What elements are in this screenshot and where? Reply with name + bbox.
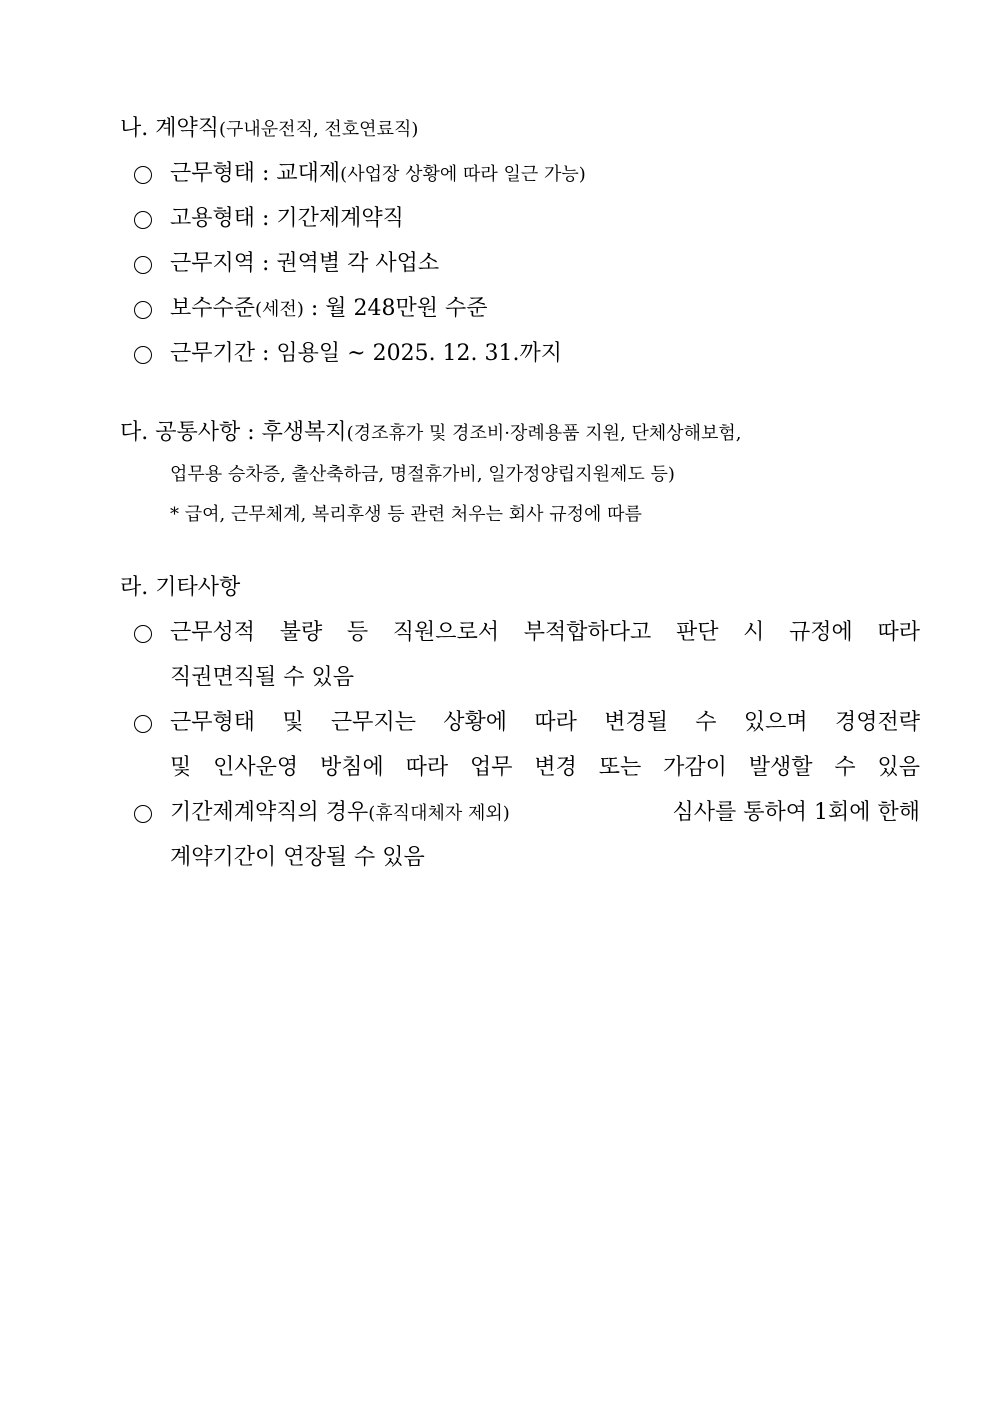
bullet-circle-icon [134,805,152,823]
list-item: 기간제계약직의 경우(휴직대체자 제외) 심사를 통하여 1회에 한해 [170,800,920,825]
section-na-heading [120,114,418,145]
bullet-circle-icon [134,301,152,319]
section-da-heading: 다. 공통사항 : 후생복지(경조휴가 및 경조비·장례용품 지원, 단체상해보험, [120,420,742,445]
section-da-note: * 급여, 근무체계, 복리후생 등 관련 처우는 회사 규정에 따름 [170,504,642,525]
bullet-circle-icon [134,166,152,184]
bullet-circle-icon [134,256,152,274]
list-item: 근무형태 및 근무지는 상황에 따라 변경될 수 있으며 경영전략 [170,710,920,735]
bullet-circle-icon [134,346,152,364]
section-ra-heading: 라. 기타사항 [120,575,241,600]
list-item: 고용형태 : 기간제계약직 [170,206,404,231]
list-item: 근무기간 : 임용일 ~ 2025. 12. 31.까지 [170,341,563,366]
section-da-detail: 업무용 승차증, 출산축하금, 명절휴가비, 일가정양립지원제도 등) [170,464,675,485]
list-item: 보수수준(세전) : 월 248만원 수준 [170,296,488,321]
section-na-subtitle: (구내운전직, 전호연료직) [219,119,419,140]
list-item-continuation: 및 인사운영 방침에 따라 업무 변경 또는 가감이 발생할 수 있음 [170,755,920,780]
bullet-circle-icon [134,211,152,229]
section-na-title: 나. 계약직 [120,116,219,141]
list-item: 근무형태 : 교대제(사업장 상황에 따라 일근 가능) [170,161,586,186]
list-item-continuation: 계약기간이 연장될 수 있음 [170,845,425,870]
bullet-circle-icon [134,715,152,733]
list-item: 근무성적 불량 등 직원으로서 부적합하다고 판단 시 규정에 따라 [170,620,920,645]
section-da-title: 다. 공통사항 : 후생복지 [120,420,347,445]
list-item-continuation: 직권면직될 수 있음 [170,665,355,690]
bullet-circle-icon [134,625,152,643]
list-item: 근무지역 : 권역별 각 사업소 [170,251,440,276]
